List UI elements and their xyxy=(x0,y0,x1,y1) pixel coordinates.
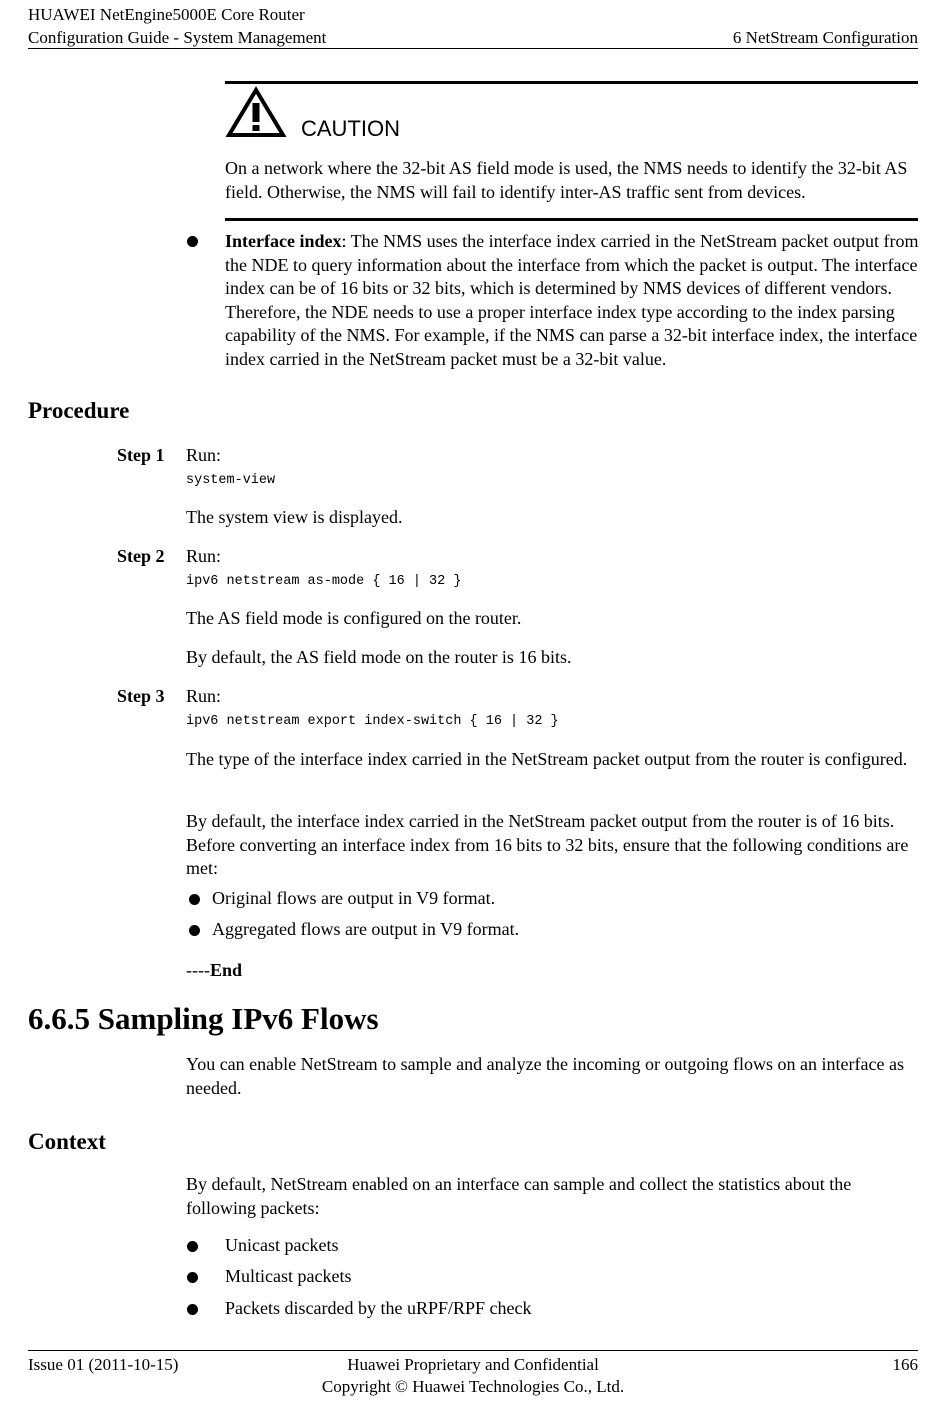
step-3-note-1: The type of the interface index carried in the NetStream packet output from the router is configured. xyxy=(186,749,908,769)
header-product: HUAWEI NetEngine5000E Core Router xyxy=(28,5,305,24)
context-bullet-3: Packets discarded by the uRPF/RPF check xyxy=(225,1298,532,1318)
interface-index-term: Interface index xyxy=(225,231,342,251)
step-2-label: Step 2 xyxy=(117,546,165,566)
bullet-icon xyxy=(187,1272,198,1283)
step-3-run: Run: xyxy=(186,686,222,706)
step-1-command: system-view xyxy=(186,473,276,488)
step-3-note-2: By default, the interface index carried in the NetStream packet output from the router is of 16 bits. Before converting an interface index from 16 bits to 32 bits, ensure that the following conditions are met: xyxy=(186,811,909,878)
end-dashes: ---- xyxy=(186,960,210,980)
footer-issue: Issue 01 (2011-10-15) xyxy=(28,1355,179,1374)
step-2-note-2: By default, the AS field mode on the router is 16 bits. xyxy=(186,647,572,667)
caution-text: On a network where the 32-bit AS field mode is used, the NMS needs to identify the 32-bit AS field. Otherwise, the NMS will fail to identify inter-AS traffic sent from devices. xyxy=(225,158,908,202)
caution-top-rule xyxy=(225,81,918,84)
header-chapter: 6 NetStream Configuration xyxy=(732,28,918,47)
section-intro: You can enable NetStream to sample and analyze the incoming or outgoing flows on an interface as needed. xyxy=(186,1054,904,1098)
context-heading: Context xyxy=(28,1129,106,1154)
footer-page-number: 166 xyxy=(892,1355,918,1374)
context-bullet-1: Unicast packets xyxy=(225,1235,339,1255)
footer-proprietary: Huawei Proprietary and Confidential xyxy=(347,1355,599,1374)
step-2-note-1: The AS field mode is configured on the router. xyxy=(186,608,522,628)
step-1-label: Step 1 xyxy=(117,445,165,465)
context-bullet-2: Multicast packets xyxy=(225,1266,352,1286)
bullet-icon xyxy=(189,925,200,936)
header-guide: Configuration Guide - System Management xyxy=(28,28,327,47)
header-rule xyxy=(28,48,918,49)
step-2-command: ipv6 netstream as-mode { 16 | 32 } xyxy=(186,574,462,589)
bullet-icon xyxy=(187,236,198,247)
section-heading: 6.6.5 Sampling IPv6 Flows xyxy=(28,1001,379,1036)
interface-index-text: : The NMS uses the interface index carried in the NetStream packet output from the NDE to query information about the interface from which the packet is output. The interface index can be of 16 bits or 32 bits, which is determined by NMS devices of different vendors. Therefore, the NDE needs to use a proper interface index type according to the index parsing capability of the NMS. For example, if the NMS can parse a 32-bit interface index, the interface index carried in the NetStream packet must be a 32-bit value. xyxy=(225,231,919,369)
context-text: By default, NetStream enabled on an interface can sample and collect the statistics about the following packets: xyxy=(186,1174,852,1218)
procedure-end xyxy=(186,960,242,981)
bullet-icon xyxy=(187,1304,198,1315)
bullet-icon xyxy=(189,894,200,905)
step-2-run: Run: xyxy=(186,546,222,566)
interface-index-paragraph xyxy=(225,230,920,371)
step-1-run: Run: xyxy=(186,445,222,465)
step-3-label: Step 3 xyxy=(117,686,165,706)
bullet-icon xyxy=(187,1241,198,1252)
footer-rule xyxy=(28,1350,918,1351)
step-1-note: The system view is displayed. xyxy=(186,507,403,527)
caution-label: CAUTION xyxy=(301,116,400,141)
end-word: End xyxy=(209,960,243,980)
step-3-command: ipv6 netstream export index-switch { 16 | 32 } xyxy=(186,714,559,729)
caution-bottom-rule xyxy=(225,218,918,221)
procedure-heading: Procedure xyxy=(28,398,130,423)
step-3-bullet-1: Original flows are output in V9 format. xyxy=(212,888,496,908)
footer-copyright: Copyright © Huawei Technologies Co., Ltd. xyxy=(321,1377,625,1396)
warning-triangle-icon xyxy=(225,86,287,138)
step-3-bullet-2: Aggregated flows are output in V9 format. xyxy=(212,919,520,939)
